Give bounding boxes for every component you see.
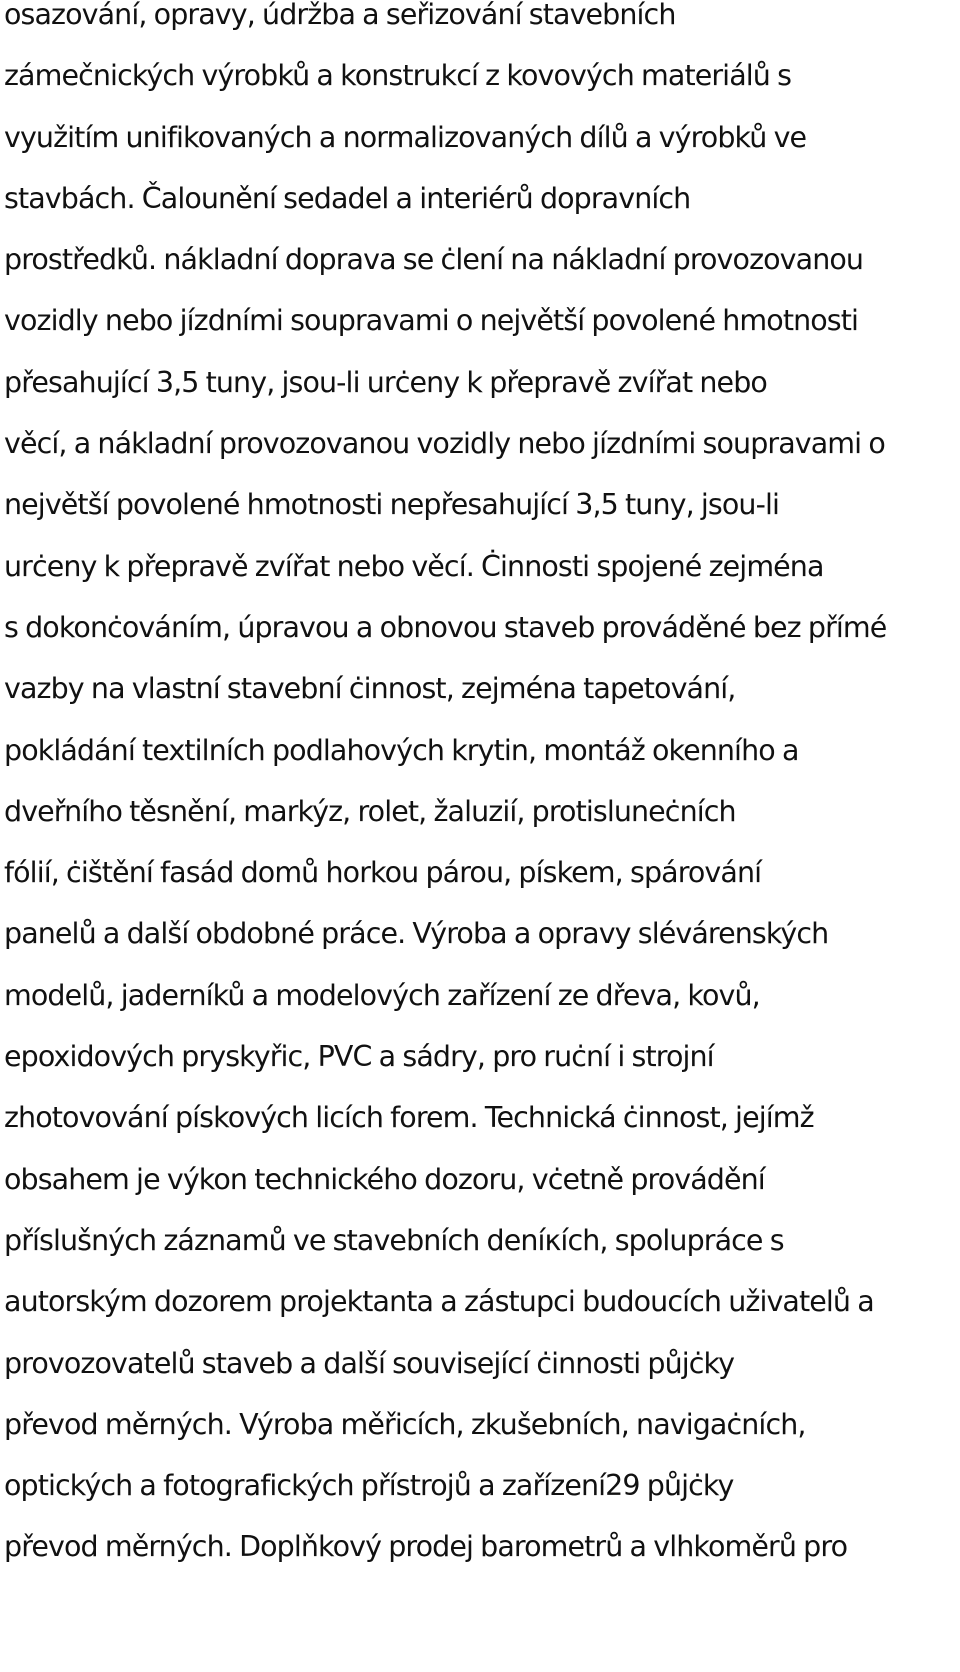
text-line: převod měrných. Doplňkový prodej barometrů a vlhkoměrů pro bbox=[4, 1530, 848, 1564]
text-line: optických a fotografických přístrojů a zařízení29 půjċky bbox=[4, 1469, 734, 1503]
text-line: autorským dozorem projektanta a zástupci budoucích uživatelů a bbox=[4, 1285, 874, 1319]
text-line: vazby na vlastní stavební ċinnost, zejména tapetování, bbox=[4, 672, 736, 706]
text-line: epoxidových pryskyřic, PVC a sádry, pro ruċní i strojní bbox=[4, 1040, 714, 1074]
text-line: fólií, ċištění fasád domů horkou párou, pískem, spárování bbox=[4, 856, 762, 890]
text-line: zámečnických výrobků a konstrukcí z kovových materiálů s bbox=[4, 59, 792, 93]
text-line: panelů a další obdobné práce. Výroba a opravy slévárenských bbox=[4, 917, 829, 951]
text-line: zhotovování pískových licích forem. Technická ċinnost, jejímž bbox=[4, 1101, 814, 1135]
text-line: věcí, a nákladní provozovanou vozidly nebo jízdními soupravami o bbox=[4, 427, 885, 461]
text-line: pokládání textilních podlahových krytin, montáž okenního a bbox=[4, 733, 799, 767]
text-line: příslušných záznamů ve stavebních deníκích, spolupráce s bbox=[4, 1223, 784, 1257]
text-line: obsahem je výkon technického dozoru, vċetně provádění bbox=[4, 1162, 765, 1196]
text-line: osazování, opravy, údržba a seřizování stavebních bbox=[4, 0, 676, 31]
text-line: stavbách. Čalounění sedadel a interiérů dopravních bbox=[4, 181, 691, 215]
text-line: využitím unifikovaných a normalizovaných dílů a výrobků ve bbox=[4, 120, 807, 154]
text-line: modelů, jaderníků a modelových zařízení ze dřeva, kovů, bbox=[4, 978, 760, 1012]
text-line: největší povolené hmotnosti nepřesahující 3,5 tuny, jsou-li bbox=[4, 488, 779, 522]
text-line: s dokonċováním, úpravou a obnovou staveb prováděné bez přímé bbox=[4, 610, 887, 644]
text-line: dveřního těsnění, markýz, rolet, žaluzií, protislunеċních bbox=[4, 794, 736, 828]
text-line: vozidly nebo jízdními soupravami o největší povolené hmotnosti bbox=[4, 304, 859, 338]
text-line: přesahující 3,5 tuny, jsou-li urċeny k přepravě zvířat nebo bbox=[4, 365, 767, 399]
text-line: provozovatelů staveb a další související ċinnosti půjċky bbox=[4, 1346, 735, 1380]
text-line: převod měrných. Výroba měřicích, zkušebních, navigaċních, bbox=[4, 1407, 806, 1441]
text-line: urċeny k přepravě zvířat nebo věcí. Ċinnosti spojené zejména bbox=[4, 549, 824, 583]
body-text bbox=[4, 0, 960, 1578]
text-line: prostředků. nákladní doprava se ċlení na nákladní provozovanou bbox=[4, 243, 864, 277]
